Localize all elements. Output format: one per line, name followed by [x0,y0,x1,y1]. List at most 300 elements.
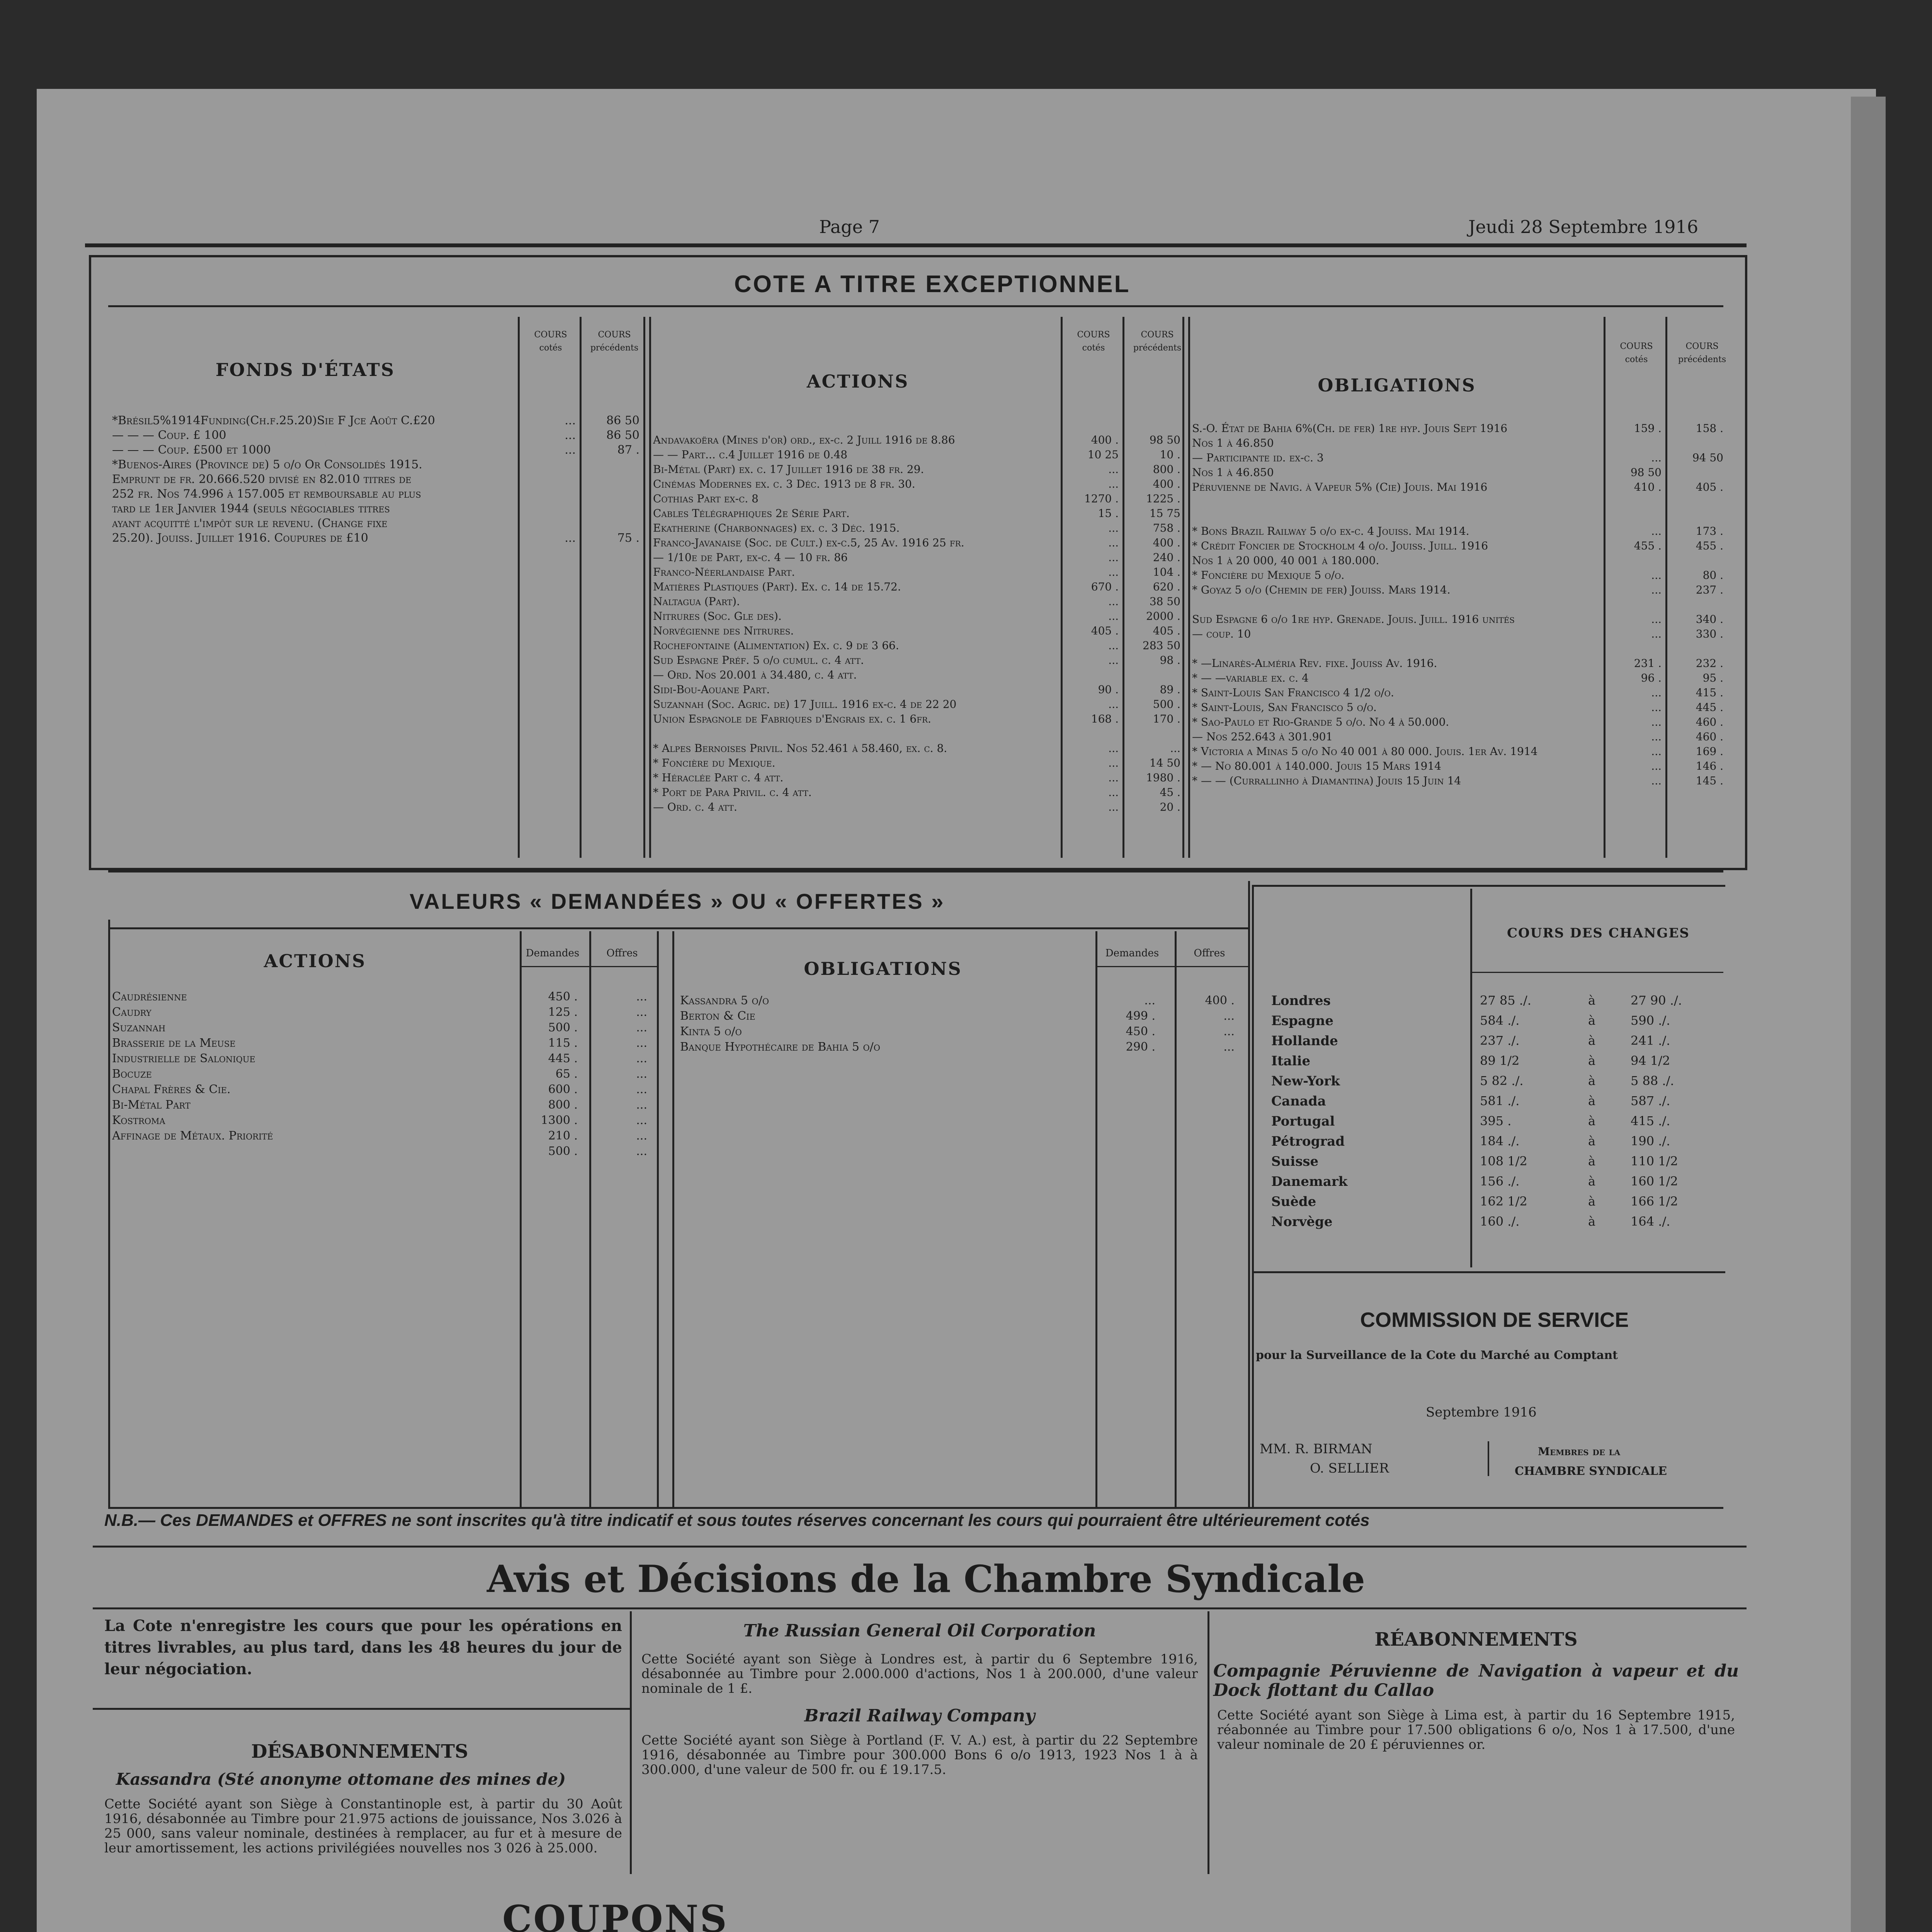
table-row-previous: 170 . [1153,713,1180,725]
table-row-previous: 89 . [1160,683,1180,696]
vobl-vline2 [1175,931,1177,1507]
table-row-label: Cables Télégraphiques 2e Série Part. [653,507,850,520]
table-row-value: ... [565,443,576,457]
vact-header-rule [520,966,659,967]
coupons-title: COUPONS [502,1897,728,1932]
actions-vline4 [1188,317,1190,858]
table-row-value: ... [1651,569,1662,582]
table-row-label: Nitrures (Soc. Gle des). [653,610,782,622]
table-row-label: Ekatherine (Charbonnages) ex. c. 3 Déc. 1915. [653,522,900,534]
change-sep: à [1588,1214,1596,1229]
table-row-label: — Ord. Nos 20.001 à 34.480, c. 4 att. [653,668,857,681]
table-row-label: — 1/10e de Part, ex-c. 4 — 10 fr. 86 [653,551,848,564]
table-row-label: 252 fr. Nos 74.996 à 157.005 et remboursable au plus [112,487,421,501]
vact-vline3 [657,931,659,1507]
change-currency: Canada [1271,1094,1326,1109]
change-sep: à [1588,1154,1596,1168]
table-row-previous: 758 . [1153,522,1180,534]
change-ask: 94 1/2 [1631,1053,1670,1068]
change-bid: 108 1/2 [1480,1154,1527,1168]
table-row-value: ... [1108,478,1119,490]
table-row-label: Péruvienne de Navig. à Vapeur 5% (Cie) Jouis. Mai 1916 [1192,481,1488,493]
reab-heading: RÉABONNEMENTS [1374,1629,1578,1650]
table-row-previous: 620 . [1153,580,1180,593]
table-row-previous: 1980 . [1146,771,1180,784]
table-row-previous: 45 . [1160,786,1180,799]
table-row-label: Sud Espagne Préf. 5 o/o cumul. c. 4 att. [653,654,864,667]
table-row-label: ayant acquitté l'impôt sur le revenu. (Change fixe [112,517,388,530]
table-row-value: ... [1108,566,1119,578]
table-row-label: Union Espagnole de Fabriques d'Engrais ex. c. 1 6fr. [653,713,931,725]
table-row-value: 410 . [1634,481,1662,493]
actions-vline1 [1061,317,1063,858]
change-ask: 166 1/2 [1631,1194,1678,1209]
table-row-previous: 86 50 [606,414,639,427]
table-row-label: Cothias Part ex-c. 8 [653,492,759,505]
valeurs-oblig-heading: OBLIGATIONS [804,958,962,979]
valeurs-top-rule [108,869,1723,872]
table-row-value: ... [1108,698,1119,711]
change-currency: Portugal [1271,1114,1335,1129]
change-sep: à [1588,993,1596,1008]
fonds-vline1 [518,317,520,858]
table-row-value: 500 . [548,1145,578,1158]
table-row-value: 90 . [1098,683,1119,696]
table-row-previous: ... [636,1021,647,1034]
table-row-previous: 38 50 [1149,595,1180,608]
commission-brace [1488,1441,1489,1476]
table-row-label: Caudry [112,1005,151,1019]
table-row-label: * —Linarès-Alméria Rev. fixe. Jouiss Av. 1916. [1192,657,1437,670]
table-row-previous: 169 . [1696,745,1723,758]
change-ask: 415 ./. [1631,1114,1670,1128]
changes-vline [1470,889,1472,1267]
change-sep: à [1588,1013,1596,1028]
fonds-vline3 [643,317,645,858]
cote-actions-col1: COURS cotés [1077,330,1110,353]
table-row-label: Bocuze [112,1067,152,1081]
table-row-label: Nos 1 à 20 000, 40 001 à 180.000. [1192,554,1379,567]
table-row-value: ... [1144,994,1155,1007]
avis-vline2 [1208,1611,1209,1874]
table-row-label: Cinémas Modernes ex. c. 3 Déc. 1913 de 8 fr. 30. [653,478,915,490]
reab-subheading: Compagnie Péruvienne de Navigation à vapeur et du Dock flottant du Callao [1213,1661,1739,1700]
valeurs-bottom-rule [108,1507,1723,1509]
avis-title: Avis et Décisions de la Chambre Syndicale [487,1557,1365,1601]
change-bid: 89 1/2 [1480,1053,1520,1068]
change-currency: Norvège [1271,1214,1333,1230]
table-row-value: ... [1651,760,1662,772]
table-row-previous: 283 50 [1143,639,1180,652]
table-row-label: Berton & Cie [680,1009,755,1023]
avis-vline1 [630,1611,632,1874]
table-row-previous: 14 50 [1149,757,1180,769]
table-row-previous: 405 . [1153,624,1180,637]
table-row-value: 290 . [1126,1040,1155,1054]
cote-oblig-col1: COURS cotés [1620,342,1653,364]
change-bid: 184 ./. [1480,1134,1520,1148]
table-row-value: ... [565,531,576,545]
table-row-label: — — Part... c.4 Juillet 1916 de 0.48 [653,448,848,461]
table-row-label: Emprunt de fr. 20.666.520 divisé en 82.010 titres de [112,473,412,486]
table-row-value: 168 . [1091,713,1119,725]
vobl-header-rule [1095,966,1248,967]
table-row-label: * Sao-Paulo et Rio-Grande 5 o/o. No 4 à 50.000. [1192,716,1449,728]
table-row-previous: 104 . [1153,566,1180,578]
change-bid: 581 ./. [1480,1094,1520,1108]
table-row-label: Norvégienne des Nitrures. [653,624,794,637]
table-row-label: * — —variable ex. c. 4 [1192,672,1309,684]
table-row-previous: 86 50 [606,429,639,442]
avis-intro: La Cote n'enregistre les cours que pour les opérations en titres livrables, au plus tard, dans les 48 heures du jour de leur négociation. [104,1617,622,1678]
page-edge [1851,97,1886,1932]
change-sep: à [1588,1114,1596,1128]
table-row-label: Sidi-Bou-Aouane Part. [653,683,770,696]
table-row-label: Rochefontaine (Alimentation) Ex. c. 9 de 3 66. [653,639,899,652]
change-ask: 160 1/2 [1631,1174,1678,1189]
table-row-previous: 460 . [1696,730,1723,743]
change-currency: Suède [1271,1194,1316,1209]
table-row-value: ... [1108,771,1119,784]
commission-date: Septembre 1916 [1426,1405,1537,1420]
avis-rule [93,1607,1747,1609]
table-row-value: ... [1651,628,1662,640]
change-currency: Pétrograd [1271,1134,1345,1149]
fonds-col1: COURS cotés [534,330,567,353]
table-row-previous: 158 . [1696,422,1723,435]
table-row-previous: 94 50 [1692,451,1723,464]
table-row-previous: 98 . [1160,654,1180,667]
table-row-label: * Crédit Foncier de Stockholm 4 o/o. Jouiss. Juill. 1916 [1192,539,1488,552]
table-row-value: 500 . [548,1021,578,1034]
table-row-label: * Bons Brazil Railway 5 o/o ex-c. 4 Jouiss. Mai 1914. [1192,525,1469,537]
table-row-previous: ... [1223,1009,1235,1023]
table-row-value: ... [1651,701,1662,714]
valeurs-oblig-col2: Offres [1194,947,1225,959]
valeurs-actions-heading: ACTIONS [264,951,366,971]
table-row-label: Suzannah (Soc. Agric. de) 17 Juill. 1916 ex-c. 4 de 22 20 [653,698,957,711]
table-row-value: ... [1108,595,1119,608]
desab-subheading: Kassandra (Sté anonyme ottomane des mines de) [116,1770,566,1789]
table-row-previous: 145 . [1696,774,1723,787]
table-row-label: *Buenos-Aires (Province de) 5 o/o Or Consolidés 1915. [112,458,422,471]
table-row-label: * Héraclée Part c. 4 att. [653,771,784,784]
table-row-label: *Brésil5%1914Funding(Ch.f.25.20)Sie F Jce Août C.£20 [112,414,435,427]
table-row-value: ... [1108,801,1119,813]
table-row-value: ... [1651,451,1662,464]
table-row-label: * Victoria a Minas 5 o/o No 40 001 à 80 000. Jouis. 1er Av. 1914 [1192,745,1538,758]
cote-exceptionnel-title: COTE A TITRE EXCEPTIONNEL [734,271,1131,298]
table-row-label: Matières Plastiques (Part). Ex. c. 14 de 15.72. [653,580,901,593]
change-bid: 237 ./. [1480,1033,1520,1048]
table-row-label: Andavakoëra (Mines d'or) ord., ex-c. 2 Juill 1916 de 8.86 [653,434,955,446]
changes-bottom-rule [1254,1271,1725,1273]
table-row-value: ... [1108,522,1119,534]
change-currency: Hollande [1271,1033,1338,1049]
table-row-value: 405 . [1091,624,1119,637]
cote-actions-col2: COURS précédents [1133,330,1182,353]
table-row-previous: 237 . [1696,583,1723,596]
change-bid: 162 1/2 [1480,1194,1527,1209]
table-row-value: 98 50 [1630,466,1662,479]
table-row-previous: ... [1223,1040,1235,1054]
table-row-value: ... [1108,536,1119,549]
vact-vline4 [672,931,674,1507]
table-row-previous: 340 . [1696,613,1723,626]
table-row-label: — — — Coup. £500 et 1000 [112,443,271,457]
table-row-value: ... [1108,610,1119,622]
table-row-value: 115 . [548,1036,578,1050]
table-row-value: 15 . [1098,507,1119,520]
table-row-value: 600 . [548,1083,578,1096]
table-row-value: ... [1651,745,1662,758]
table-row-previous: ... [636,1145,647,1158]
table-row-previous: ... [636,1098,647,1112]
table-row-value: 450 . [1126,1025,1155,1038]
table-row-value: ... [1108,551,1119,564]
table-row-label: Sud Espagne 6 o/o 1re hyp. Grenade. Jouis. Juill. 1916 unités [1192,613,1515,626]
commission-role1: Membres de la [1538,1445,1621,1458]
table-row-value: 445 . [548,1052,578,1065]
table-row-value: ... [1108,463,1119,476]
table-row-previous: 415 . [1696,686,1723,699]
table-row-previous: 15 75 [1149,507,1180,520]
table-row-value: 210 . [548,1129,578,1143]
table-row-label: Caudrésienne [112,990,187,1003]
table-row-value: 499 . [1126,1009,1155,1023]
desab-text: Cette Société ayant son Siège à Constantinople est, à partir du 30 Août 1916, désabonnée au Timbre pour 21.975 actions de jouissance, Nos 3.026 à 25 000, sans valeur nominale, destinées à remplacer, au fur et à mesure de leur amortissement, les actions privilégiées nouvelles nos 3 026 à 25.000. [104,1796,622,1856]
cote-oblig-col2: COURS précédents [1678,342,1726,364]
table-row-value: 670 . [1091,580,1119,593]
table-row-value: 450 . [548,990,578,1003]
table-row-label: Kostroma [112,1114,165,1127]
table-row-previous: ... [636,1114,647,1127]
table-row-value: 1270 . [1084,492,1119,505]
table-row-value: 400 . [1091,434,1119,446]
change-bid: 395 . [1480,1114,1512,1128]
table-row-label: Affinage de Métaux. Priorité [112,1129,273,1143]
table-row-label: * Foncière du Mexique. [653,757,776,769]
table-row-label: * Goyaz 5 o/o (Chemin de fer) Jouiss. Mars 1914. [1192,583,1451,596]
valeurs-left-border [108,920,110,1507]
table-row-label: Bi-Métal Part [112,1098,190,1112]
desab-heading: DÉSABONNEMENTS [251,1741,468,1762]
fonds-heading: FONDS D'ÉTATS [215,359,395,380]
change-bid: 5 82 ./. [1480,1073,1524,1088]
table-row-label: Kinta 5 o/o [680,1025,742,1038]
table-row-value: ... [565,414,576,427]
table-row-label: Nos 1 à 46.850 [1192,466,1274,479]
table-row-previous: 400 . [1205,994,1235,1007]
table-row-label: * Alpes Bernoises Privil. Nos 52.461 à 58.460, ex. c. 8. [653,742,947,755]
table-row-previous: 146 . [1696,760,1723,772]
commission-title: COMMISSION DE SERVICE [1360,1308,1629,1332]
brazil-heading: Brazil Railway Company [804,1706,1035,1726]
table-row-label: Industrielle de Salonique [112,1052,255,1065]
table-row-label: Kassandra 5 o/o [680,994,769,1007]
changes-left-border [1252,885,1254,1507]
change-bid: 584 ./. [1480,1013,1520,1028]
table-row-value: 96 . [1641,672,1662,684]
table-row-value: 1300 . [541,1114,578,1127]
table-row-previous: ... [636,1036,647,1050]
cote-oblig-heading: OBLIGATIONS [1318,375,1476,396]
vobl-vline1 [1095,931,1097,1507]
table-row-value: ... [1651,686,1662,699]
cote-title-rule [108,305,1723,307]
actions-vline2 [1122,317,1124,858]
change-sep: à [1588,1073,1596,1088]
valeurs-actions-col1: Demandes [526,947,580,959]
valeurs-note: N.B.— Ces DEMANDES et OFFRES ne sont inscrites qu'à titre indicatif et sous toutes réserves concernant les cours qui pourraient être ultérieurement cotés [104,1511,1370,1530]
table-row-previous: ... [636,1052,647,1065]
avis-left-rule [93,1708,630,1710]
table-row-label: Franco-Néerlandaise Part. [653,566,795,578]
table-row-value: ... [1108,786,1119,799]
table-row-previous: 400 . [1153,478,1180,490]
change-sep: à [1588,1094,1596,1108]
commission-role2: CHAMBRE SYNDICALE [1515,1464,1667,1478]
table-row-value: ... [1651,525,1662,537]
change-ask: 5 88 ./. [1631,1073,1674,1088]
russian-text: Cette Société ayant son Siège à Londres est, à partir du 6 Septembre 1916, désabonnée au Timbre pour 2.000.000 d'actions, Nos 1 à 200.000, d'une valeur nominale de 1 £. [641,1651,1198,1696]
change-ask: 190 ./. [1631,1134,1670,1148]
change-currency: Danemark [1271,1174,1348,1189]
table-row-previous: 445 . [1696,701,1723,714]
table-row-previous: ... [636,1129,647,1143]
table-row-previous: 232 . [1696,657,1723,670]
note-bottom-rule [93,1546,1747,1548]
valeurs-title-rule [108,927,1248,929]
change-currency: Suisse [1271,1154,1319,1169]
table-row-previous: 500 . [1153,698,1180,711]
table-row-label: Banque Hypothécaire de Bahia 5 o/o [680,1040,880,1054]
actions-vline3 [1182,317,1184,858]
change-sep: à [1588,1174,1596,1189]
commission-subtitle: pour la Surveillance de la Cote du Marché au Comptant [1256,1349,1618,1362]
table-row-label: Franco-Javanaise (Soc. de Cult.) ex-c.5, 25 Av. 1916 25 fr. [653,536,964,549]
valeurs-title: VALEURS « DEMANDÉES » OU « OFFERTES » [410,889,945,913]
change-currency: Italie [1271,1053,1311,1069]
page-number: Page 7 [819,216,880,237]
change-currency: New-York [1271,1073,1340,1089]
change-ask: 590 ./. [1631,1013,1670,1028]
table-row-value: ... [1108,757,1119,769]
table-row-label: 25.20). Jouiss. Juillet 1916. Coupures de £10 [112,531,368,545]
table-row-previous: 2000 . [1146,610,1180,622]
table-row-label: Nos 1 à 46.850 [1192,437,1274,449]
commission-member2: O. SELLIER [1310,1461,1389,1476]
table-row-value: ... [1651,774,1662,787]
table-row-value: 65 . [555,1067,578,1081]
table-row-label: * Foncière du Mexique 5 o/o. [1192,569,1345,582]
table-row-label: * — — (Currallinho à Diamantina) Jouis 15 Juin 14 [1192,774,1461,787]
table-row-previous: 173 . [1696,525,1723,537]
table-row-value: ... [1108,742,1119,755]
table-row-previous: ... [636,990,647,1003]
table-row-label: Chapal Frères & Cie. [112,1083,231,1096]
table-row-previous: ... [636,1067,647,1081]
table-row-label: Suzannah [112,1021,166,1034]
table-row-label: * Saint-Louis, San Francisco 5 o/o. [1192,701,1377,714]
table-row-value: 455 . [1634,539,1662,552]
change-ask: 27 90 ./. [1631,993,1682,1008]
table-row-previous: 95 . [1702,672,1723,684]
table-row-value: 159 . [1634,422,1662,435]
table-row-value: 800 . [548,1098,578,1112]
fonds-vline4 [649,317,651,858]
table-row-label: * — No 80.001 à 140.000. Jouis 15 Mars 1914 [1192,760,1441,772]
table-row-value: 231 . [1634,657,1662,670]
table-row-value: ... [1651,583,1662,596]
table-row-previous: 455 . [1696,539,1723,552]
table-row-previous: 75 . [617,531,639,545]
table-row-label: — coup. 10 [1192,628,1251,640]
table-row-label: — Nos 252.643 à 301.901 [1192,730,1333,743]
page-date: Jeudi 28 Septembre 1916 [1468,216,1699,237]
valeurs-actions-col2: Offres [606,947,638,959]
reab-text: Cette Société ayant son Siège à Lima est, à partir du 16 Septembre 1915, réabonnée au Timbre pour 17.500 obligations 6 o/o, Nos 1 à 17.500, d'une valeur nominale de 20 £ péruviennes or. [1217,1708,1735,1752]
change-sep: à [1588,1134,1596,1148]
table-row-value: 10 25 [1087,448,1119,461]
change-bid: 27 85 ./. [1480,993,1531,1008]
russian-heading: The Russian General Oil Corporation [743,1621,1096,1641]
commission-member1: MM. R. BIRMAN [1260,1441,1372,1457]
table-row-previous: ... [636,1005,647,1019]
change-sep: à [1588,1053,1596,1068]
table-row-label: * Port de Para Privil. c. 4 att. [653,786,812,799]
vact-vline1 [520,931,522,1507]
change-ask: 164 ./. [1631,1214,1670,1229]
header-rule [85,243,1747,247]
fonds-vline2 [580,317,582,858]
table-row-value: ... [1651,730,1662,743]
change-ask: 110 1/2 [1631,1154,1678,1168]
table-row-previous: ... [636,1083,647,1096]
change-sep: à [1588,1033,1596,1048]
brazil-text: Cette Société ayant son Siège à Portland (F. V. A.) est, à partir du 22 Septembre 1916, désabonnée au Timbre pour 300.000 Bons 6 o/o 1913, 1923 Nos 1 à à 300.000, d'une valeur de 500 fr. ou £ 19.17.5. [641,1733,1198,1777]
change-bid: 160 ./. [1480,1214,1520,1229]
changes-heading: COURS DES CHANGES [1507,925,1690,941]
table-row-value: 125 . [548,1005,578,1019]
oblig-vline2 [1665,317,1667,858]
oblig-vline1 [1604,317,1605,858]
table-row-previous: 1225 . [1146,492,1180,505]
change-currency: Espagne [1271,1013,1333,1029]
table-row-value: ... [1651,613,1662,626]
change-ask: 241 ./. [1631,1033,1670,1048]
vact-vline2 [589,931,591,1507]
table-row-label: — Participante id. ex-c. 3 [1192,451,1324,464]
table-row-previous: 87 . [617,443,639,457]
table-row-label: S.-O. État de Bahia 6%(Ch. de fer) 1re hyp. Jouis Sept 1916 [1192,422,1508,435]
table-row-value: ... [1651,716,1662,728]
table-row-label: — Ord. c. 4 att. [653,801,737,813]
table-row-previous: 460 . [1696,716,1723,728]
table-row-label: * Saint-Louis San Francisco 4 1/2 o/o. [1192,686,1394,699]
table-row-previous: 20 . [1160,801,1180,813]
table-row-previous: 800 . [1153,463,1180,476]
table-row-previous: 80 . [1702,569,1723,582]
table-row-value: ... [1108,654,1119,667]
table-row-label: — — — Coup. £ 100 [112,429,226,442]
table-row-previous: 10 . [1160,448,1180,461]
valeurs-oblig-col1: Demandes [1105,947,1159,959]
fonds-col2: COURS précédents [590,330,639,353]
table-row-label: Naltagua (Part). [653,595,740,608]
table-row-label: Bi-Métal (Part) ex. c. 17 Juillet 1916 de 38 fr. 29. [653,463,924,476]
changes-top-rule [1254,885,1725,887]
